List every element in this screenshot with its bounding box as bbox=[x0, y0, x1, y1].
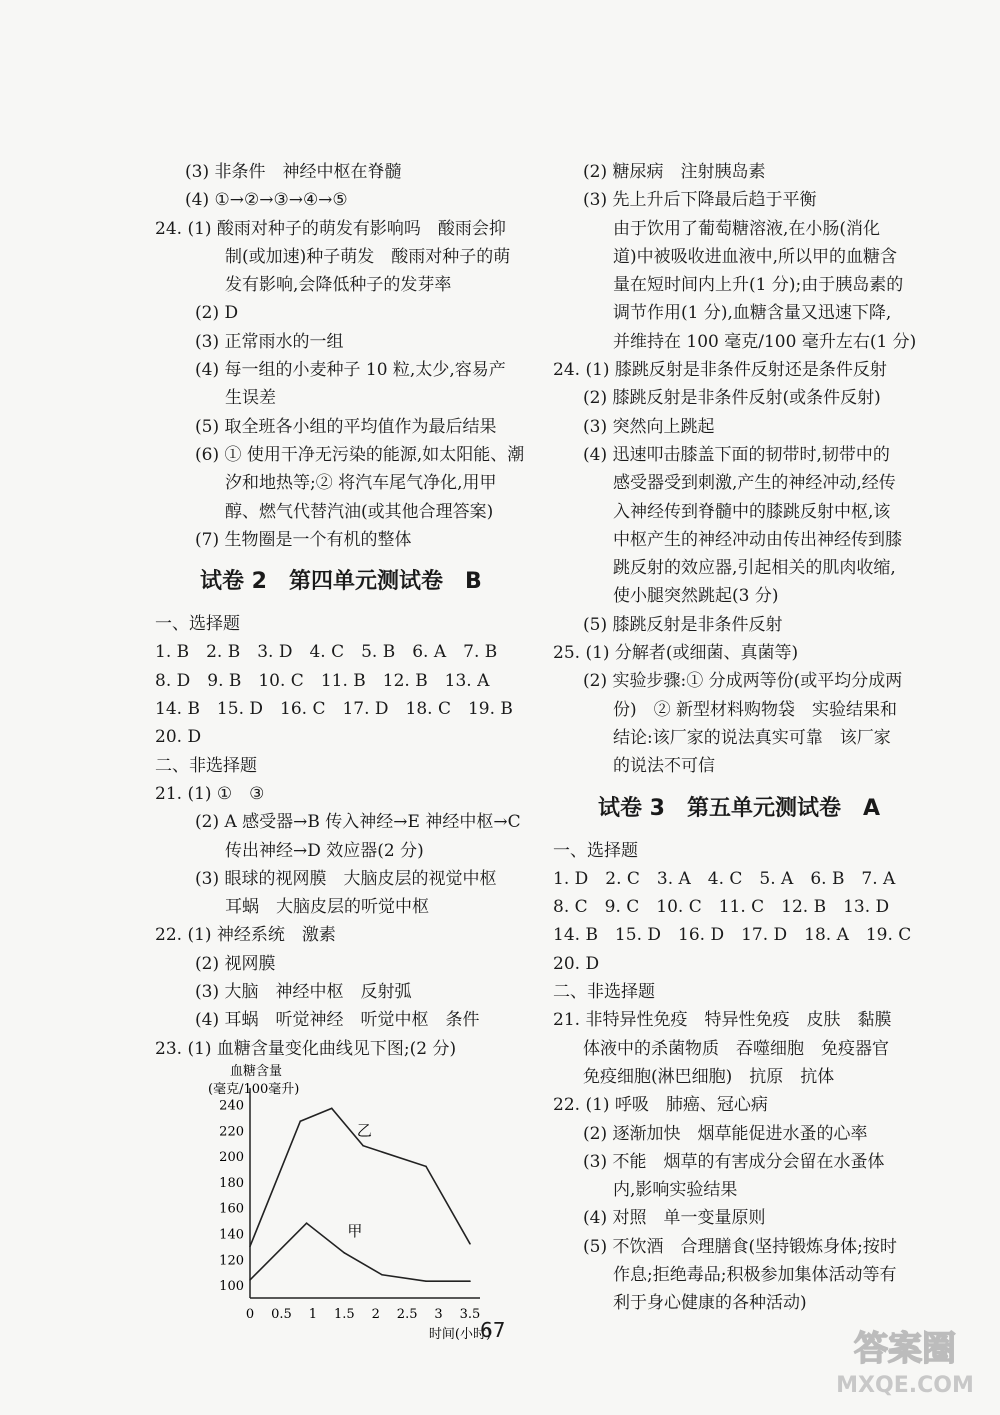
answer-line: 道)中被吸收进血液中,所以甲的血糖含 bbox=[613, 246, 898, 267]
series-label: 甲 bbox=[347, 1221, 363, 1240]
y-tick-label: 100 bbox=[219, 1279, 244, 1295]
answer-line: 由于饮用了葡萄糖溶液,在小肠(消化 bbox=[613, 218, 881, 239]
answer-line: 内,影响实验结果 bbox=[613, 1180, 738, 1201]
answer-line: 份) ② 新型材料购物袋 实验结果和 bbox=[613, 699, 898, 720]
answer-line: 结论:该厂家的说法真实可靠 该厂家 bbox=[613, 727, 891, 748]
answer-line: 生误差 bbox=[225, 388, 276, 409]
y-axis-label: 血糖含量 bbox=[230, 1063, 283, 1079]
answer-line: (2) 糖尿病 注射胰岛素 bbox=[583, 162, 766, 182]
series-point bbox=[381, 1274, 383, 1276]
answer-line: 14. B 15. D 16. D 17. D 18. A 19. C bbox=[553, 925, 912, 946]
answer-line: 跳反射的效应器,引起相关的肌肉收缩, bbox=[613, 558, 896, 579]
x-tick-label: 2 bbox=[371, 1306, 380, 1322]
y-tick-label: 180 bbox=[219, 1175, 244, 1191]
x-tick-label: 1 bbox=[308, 1306, 317, 1322]
answer-line: 调节作用(1 分),血糖含量又迅速下降, bbox=[613, 303, 892, 324]
y-tick-label: 200 bbox=[219, 1149, 244, 1165]
answer-line: 并维持在 100 毫克/100 毫升左右(1 分) bbox=[613, 331, 917, 352]
answer-line: (2) 实验步骤:① 分成两等份(或平均分成两 bbox=[583, 671, 903, 692]
series-point bbox=[306, 1222, 308, 1224]
answer-line: (3) 正常雨水的一组 bbox=[195, 331, 344, 352]
answer-line: 制(或加速)种子萌发 酸雨对种子的萌 bbox=[225, 246, 511, 267]
y-tick-label: 240 bbox=[219, 1098, 244, 1114]
watermark-url: MXQE.COM bbox=[836, 1373, 974, 1398]
right-answers-top bbox=[553, 158, 933, 781]
answer-line: 20. D bbox=[155, 727, 202, 748]
answer-line: 醇、燃气代替汽油(或其他合理答案) bbox=[225, 501, 494, 522]
answer-line: 22. (1) 神经系统 激素 bbox=[155, 925, 336, 946]
answer-line: 的说法不可信 bbox=[613, 756, 715, 777]
y-tick-label: 160 bbox=[219, 1201, 244, 1217]
answer-line: (7) 生物圈是一个有机的整体 bbox=[195, 529, 412, 550]
answer-line: (4) 迅速叩击膝盖下面的韧带时,韧带中的 bbox=[583, 444, 890, 465]
x-tick-label: 0 bbox=[245, 1306, 255, 1322]
left-answers-top bbox=[155, 158, 530, 554]
answer-line: 24. (1) 酸雨对种子的萌发有影响吗 酸雨会抑 bbox=[155, 218, 506, 239]
answer-line: (2) A 感受器→B 传入神经→E 神经中枢→C bbox=[195, 812, 521, 833]
answer-line: 22. (1) 呼吸 肺癌、冠心病 bbox=[553, 1095, 768, 1116]
answer-line: (6) ① 使用干净无污染的能源,如太阳能、潮 bbox=[195, 444, 525, 465]
answer-line: 中枢产生的神经冲动由传出神经传到膝 bbox=[613, 529, 902, 550]
answer-line: (5) 取全班各小组的平均值作为最后结果 bbox=[195, 416, 497, 437]
right-answers-test3 bbox=[553, 837, 933, 1318]
answer-line: (5) 不饮酒 合理膳食(坚持锻炼身体;按时 bbox=[583, 1236, 897, 1257]
watermark-text: 答案圈 bbox=[854, 1329, 956, 1369]
watermark-logo bbox=[820, 1320, 990, 1400]
answer-line: 20. D bbox=[553, 953, 600, 974]
answer-line: 汐和地热等;② 将汽车尾气净化,用甲 bbox=[225, 473, 497, 494]
answer-line: (2) D bbox=[195, 303, 239, 324]
answer-line: 14. B 15. D 16. C 17. D 18. C 19. B bbox=[155, 699, 513, 720]
answer-line: 25. (1) 分解者(或细菌、真菌等) bbox=[553, 643, 799, 664]
x-tick-label: 3.5 bbox=[459, 1306, 481, 1322]
answer-line: 作息;拒绝毒品;积极参加集体活动等有 bbox=[613, 1264, 897, 1285]
answer-line: (3) 非条件 神经中枢在脊髓 bbox=[185, 162, 402, 182]
answer-line: 23. (1) 血糖含量变化曲线见下图;(2 分) bbox=[155, 1038, 457, 1059]
answer-line: 24. (1) 膝跳反射是非条件反射还是条件反射 bbox=[553, 360, 887, 381]
answer-line: 8. C 9. C 10. C 11. C 12. B 13. D bbox=[553, 897, 890, 918]
series-label: 乙 bbox=[356, 1121, 372, 1140]
right-column bbox=[553, 158, 933, 1318]
answer-line: (4) 每一组的小麦种子 10 粒,太少,容易产 bbox=[195, 360, 506, 381]
answer-line: (2) 视网膜 bbox=[195, 953, 276, 974]
answer-line: (3) 不能 烟草的有害成分会留在水蚤体 bbox=[583, 1151, 885, 1172]
x-tick-label: 1.5 bbox=[333, 1306, 355, 1322]
answer-line: (4) 耳蜗 听觉神经 听觉中枢 条件 bbox=[195, 1010, 480, 1031]
series-point bbox=[249, 1245, 251, 1247]
x-tick-label: 0.5 bbox=[271, 1306, 292, 1322]
answer-line: 二、非选择题 bbox=[155, 755, 257, 776]
answer-line: 一、选择题 bbox=[553, 840, 638, 861]
series-point bbox=[469, 1280, 471, 1282]
answer-line: 利于身心健康的各种活动) bbox=[613, 1293, 807, 1314]
answer-line: 二、非选择题 bbox=[553, 982, 655, 1003]
answer-line: 耳蜗 大脑皮层的听觉中枢 bbox=[225, 897, 429, 918]
left-answers-test2 bbox=[155, 610, 530, 1063]
answer-line: 使小腿突然跳起(3 分) bbox=[613, 586, 779, 607]
answer-line: 一、选择题 bbox=[155, 614, 240, 635]
section-heading-test2: 试卷 2 第四单元测试卷 B bbox=[200, 569, 482, 595]
answer-line: (3) 先上升后下降最后趋于平衡 bbox=[583, 190, 817, 211]
series-point bbox=[469, 1243, 471, 1245]
y-tick-label: 140 bbox=[219, 1227, 244, 1243]
series-point bbox=[299, 1120, 301, 1122]
series-point bbox=[331, 1107, 333, 1109]
x-tick-label: 3 bbox=[434, 1306, 443, 1322]
answer-line: (4) 对照 单一变量原则 bbox=[583, 1208, 766, 1229]
x-tick-label: 2.5 bbox=[396, 1306, 418, 1322]
answer-line: 21. (1) ① ③ bbox=[155, 783, 265, 804]
series-point bbox=[425, 1165, 427, 1167]
answer-line: 1. B 2. B 3. D 4. C 5. B 6. A 7. B bbox=[155, 642, 498, 663]
answer-line: (2) 膝跳反射是非条件反射(或条件反射) bbox=[583, 388, 881, 409]
answer-line: (2) 逐渐加快 烟草能促进水蚤的心率 bbox=[583, 1123, 868, 1144]
answer-line: (3) 眼球的视网膜 大脑皮层的视觉中枢 bbox=[195, 868, 497, 889]
series-point bbox=[249, 1279, 251, 1281]
answer-line: (3) 大脑 神经中枢 反射弧 bbox=[195, 982, 412, 1003]
section-heading-test3: 试卷 3 第五单元测试卷 A bbox=[598, 795, 880, 821]
y-tick-label: 120 bbox=[219, 1253, 244, 1269]
y-tick-label: 220 bbox=[219, 1124, 244, 1140]
series-point bbox=[362, 1145, 364, 1147]
answer-line: 1. D 2. C 3. A 4. C 5. A 6. B 7. A bbox=[553, 868, 896, 889]
x-axis-label: 时间(小时) bbox=[428, 1326, 492, 1342]
answer-line: 21. 非特异性免疫 特异性免疫 皮肤 黏膜 bbox=[553, 1010, 892, 1031]
answer-line: (4) ①→②→③→④→⑤ bbox=[185, 190, 348, 211]
answer-line: 8. D 9. B 10. C 11. B 12. B 13. A bbox=[155, 670, 490, 691]
answer-line: (3) 突然向上跳起 bbox=[583, 416, 715, 437]
answer-line: (5) 膝跳反射是非条件反射 bbox=[583, 614, 783, 635]
answer-line: 入神经传到脊髓中的膝跳反射中枢,该 bbox=[613, 501, 891, 522]
answer-line: 体液中的杀菌物质 吞噬细胞 免疫器官 bbox=[583, 1038, 889, 1059]
answer-line: 传出神经→D 效应器(2 分) bbox=[225, 840, 424, 861]
answer-line: 发有影响,会降低种子的发芽率 bbox=[225, 275, 452, 296]
series-point bbox=[425, 1280, 427, 1282]
answer-line: 免疫细胞(淋巴细胞) 抗原 抗体 bbox=[583, 1066, 835, 1087]
answer-line: 感受器受到刺激,产生的神经冲动,经传 bbox=[613, 473, 896, 494]
answer-line: 量在短时间内上升(1 分);由于胰岛素的 bbox=[613, 275, 904, 296]
series-point bbox=[343, 1252, 345, 1254]
y-axis-unit: (毫克/100毫升) bbox=[208, 1081, 300, 1097]
page-number: 67 bbox=[480, 1318, 506, 1342]
